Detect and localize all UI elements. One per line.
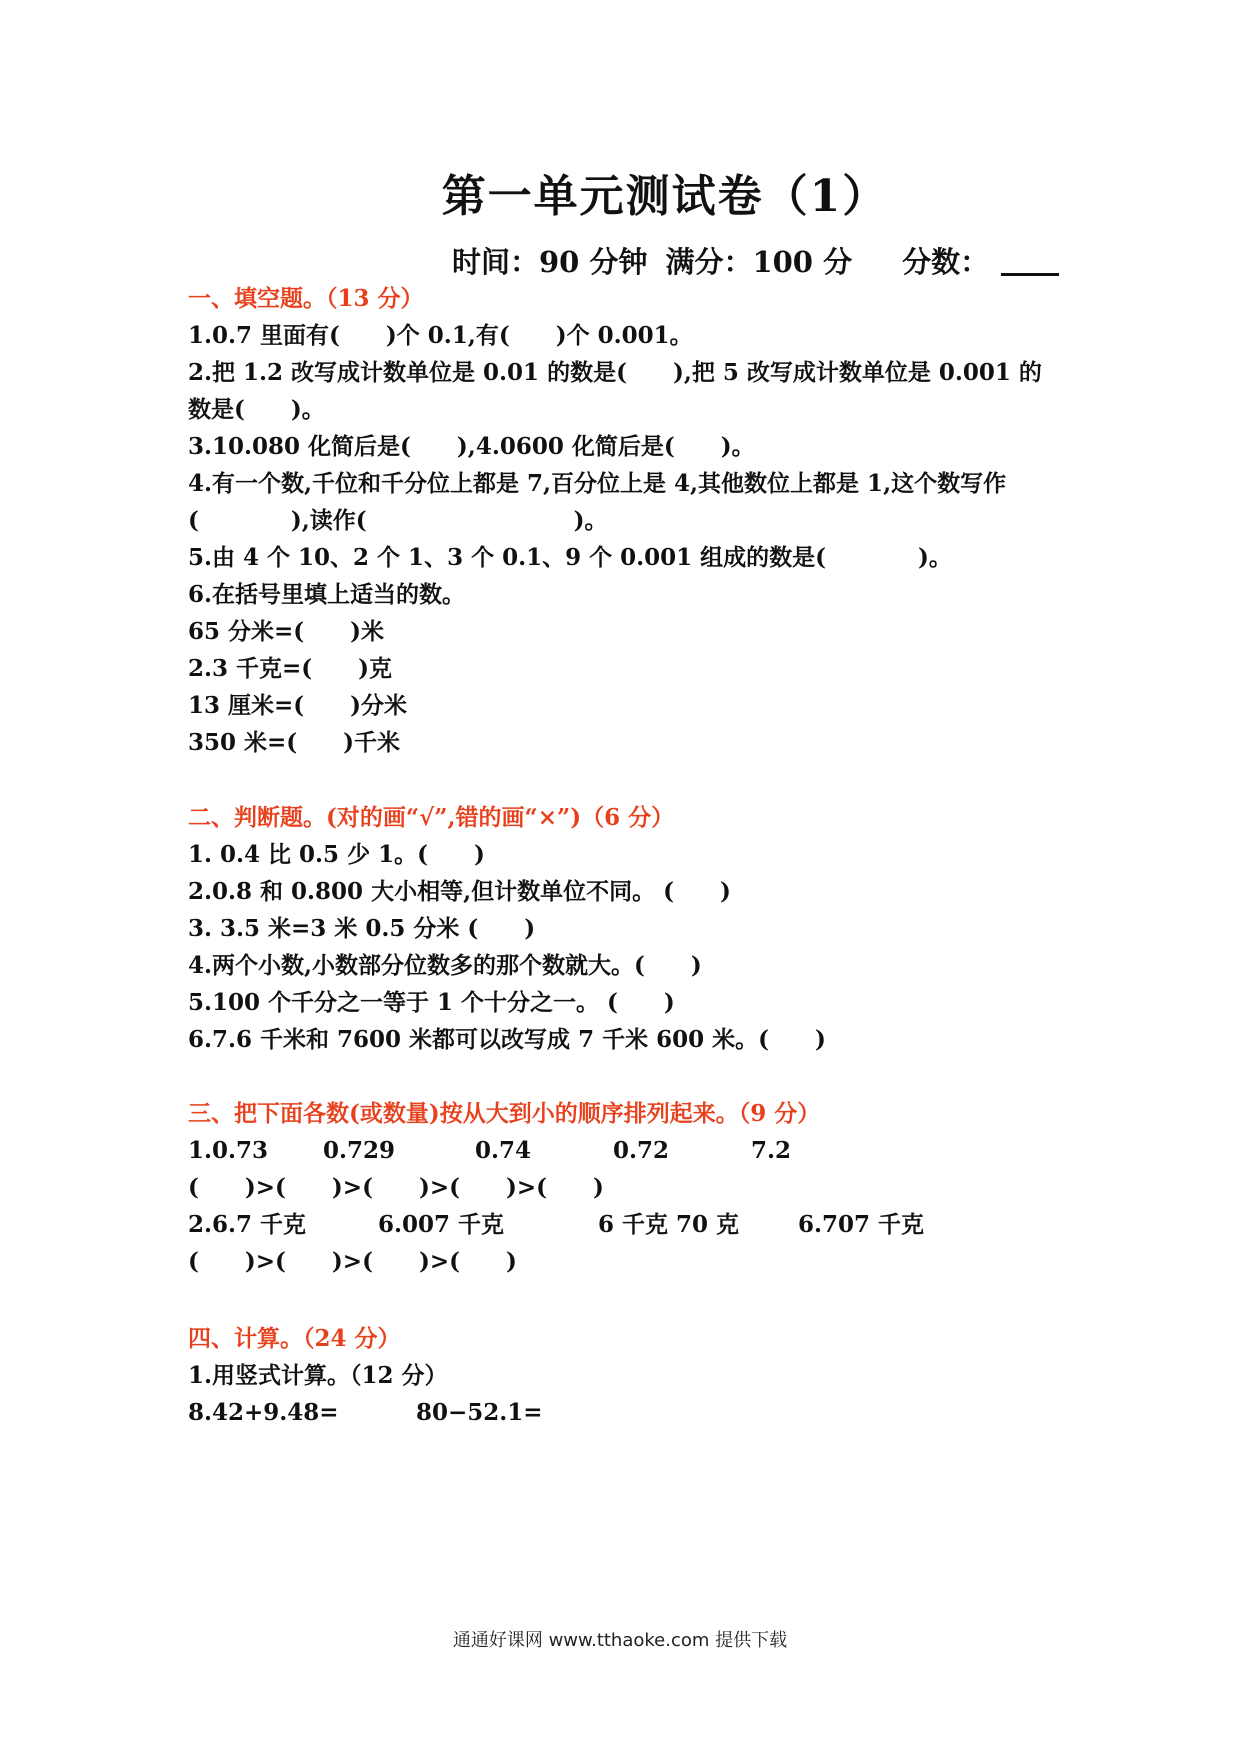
question-line: 2.0.8 和 0.800 大小相等,但计数单位不同。 ( ) (188, 878, 731, 905)
question-line: 2.把 1.2 改写成计数单位是 0.01 的数是( ),把 5 改写成计数单位是 0.001 的 (188, 359, 1042, 386)
number-row-2 (188, 1210, 1068, 1240)
question-line: 3. 3.5 米=3 米 0.5 分米 ( ) (188, 915, 536, 942)
question-line: 1. 0.4 比 0.5 少 1。( ) (188, 841, 485, 868)
number-item: 0.729 (323, 1137, 396, 1164)
number-item: 6.007 千克 (378, 1211, 505, 1238)
question-line: ( ),读作( )。 (188, 507, 608, 534)
calc-row (188, 1398, 1068, 1428)
question-line: 350 米=( )千米 (188, 729, 401, 756)
question-line: 4.两个小数,小数部分位数多的那个数就大。( ) (188, 952, 702, 979)
sub-question: 1.用竖式计算。（12 分） (188, 1362, 448, 1389)
number-row-1 (188, 1136, 1068, 1166)
number-item: 6 千克 70 克 (598, 1211, 740, 1238)
question-line: 数是( )。 (188, 396, 325, 423)
page-title: 第一单元测试卷（1） (441, 171, 889, 222)
score-blank[interactable] (1001, 247, 1059, 276)
question-line: 6.7.6 千米和 7600 米都可以改写成 7 千米 600 米。( ) (188, 1026, 826, 1053)
question-line: 6.在括号里填上适当的数。 (188, 581, 466, 608)
question-line: 2.3 千克=( )克 (188, 655, 393, 682)
full-score: 满分：100 分 (665, 245, 853, 279)
question-line: 3.10.080 化简后是( ),4.0600 化简后是( )。 (188, 433, 755, 460)
number-item: 0.72 (613, 1137, 670, 1164)
number-item: 2.6.7 千克 (188, 1211, 307, 1238)
score-label: 分数： (902, 245, 990, 279)
section4-heading: 四、计算。（24 分） (188, 1325, 401, 1352)
section1-heading: 一、填空题。（13 分） (188, 285, 424, 312)
time-limit: 时间：90 分钟 (452, 245, 648, 279)
calc-expression: 8.42+9.48= (188, 1399, 339, 1426)
question-line: 1.0.7 里面有( )个 0.1,有( )个 0.001。 (188, 322, 693, 349)
exam-info (452, 240, 1059, 281)
footer-credit: 通通好课网 www.tthaoke.com 提供下载 (452, 1630, 788, 1651)
number-item: 1.0.73 (188, 1137, 269, 1164)
question-line: 5.由 4 个 10、2 个 1、3 个 0.1、9 个 0.001 组成的数是( )。 (188, 544, 952, 571)
number-item: 6.707 千克 (798, 1211, 925, 1238)
question-line: 5.100 个千分之一等于 1 个十分之一。 ( ) (188, 989, 675, 1016)
calc-expression: 80−52.1= (416, 1399, 543, 1426)
order-blanks-2: ( )>( )>( )>( ) (188, 1248, 517, 1275)
question-line: 65 分米=( )米 (188, 618, 385, 645)
question-line: 4.有一个数,千位和千分位上都是 7,百分位上是 4,其他数位上都是 1,这个数写作 (188, 470, 1007, 497)
number-item: 7.2 (751, 1137, 792, 1164)
section2-heading: 二、判断题。(对的画“√”,错的画“×”)（6 分） (188, 804, 675, 831)
number-item: 0.74 (475, 1137, 532, 1164)
order-blanks-1: ( )>( )>( )>( )>( ) (188, 1174, 604, 1201)
section3-heading: 三、把下面各数(或数量)按从大到小的顺序排列起来。（9 分） (188, 1100, 821, 1127)
question-line: 13 厘米=( )分米 (188, 692, 408, 719)
